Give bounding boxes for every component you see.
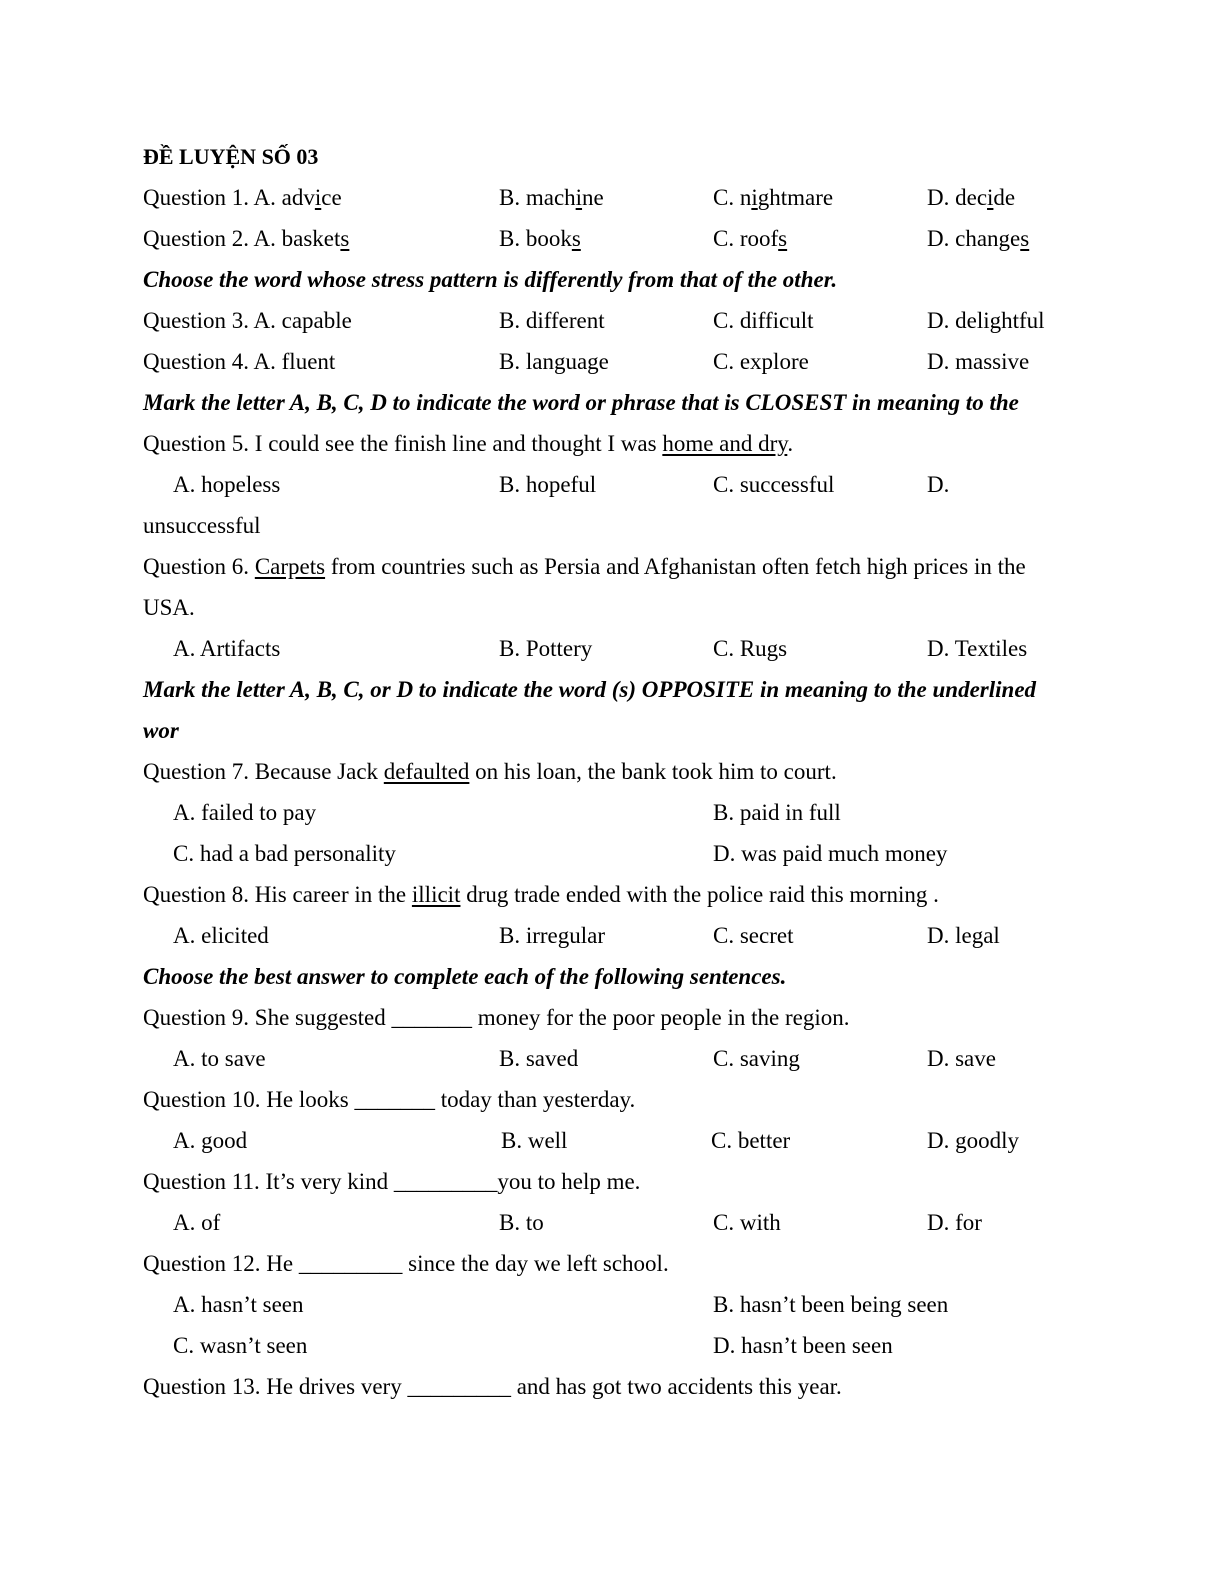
q7-option-d: D. was paid much money — [713, 841, 948, 866]
instruction-closest: Mark the letter A, B, C, D to indicate the word or phrase that is CLOSEST in meaning to the — [143, 390, 1019, 415]
q12-option-a: A. hasn’t seen — [173, 1292, 304, 1317]
q5-option-a: A. hopeless — [173, 472, 281, 497]
question-9: Question 9. She suggested _______ money for the poor people in the region. — [143, 1005, 850, 1030]
q2-option-b: B. books — [499, 226, 581, 251]
question-2: Question 2. A. baskets — [143, 226, 350, 251]
question-10: Question 10. He looks _______ today than yesterday. — [143, 1087, 636, 1112]
question-3: Question 3. A. capable — [143, 308, 352, 333]
question-4: Question 4. A. fluent — [143, 349, 336, 374]
q6-option-d: D. Textiles — [927, 636, 1028, 661]
q8-option-a: A. elicited — [173, 923, 269, 948]
q10-option-d: D. goodly — [927, 1128, 1019, 1153]
instruction-stress: Choose the word whose stress pattern is differently from that of the other. — [143, 267, 838, 292]
q9-option-a: A. to save — [173, 1046, 266, 1071]
q9-option-d: D. save — [927, 1046, 996, 1071]
q3-option-c: C. difficult — [713, 308, 814, 333]
q5-option-d: D. — [927, 472, 950, 497]
question-11: Question 11. It’s very kind _________you to help me. — [143, 1169, 641, 1194]
q5-option-d-wrap: unsuccessful — [143, 513, 261, 538]
q4-option-d: D. massive — [927, 349, 1030, 374]
question-6: Question 6. Carpets from countries such as Persia and Afghanistan often fetch high prices in the — [143, 554, 1026, 579]
q9-option-b: B. saved — [499, 1046, 579, 1071]
instruction-opposite-cont: wor — [143, 718, 179, 743]
question-6-cont: USA. — [143, 595, 195, 620]
q12-option-d: D. hasn’t been seen — [713, 1333, 893, 1358]
q8-option-b: B. irregular — [499, 923, 606, 948]
question-1: Question 1. A. advice — [143, 185, 342, 210]
q1-option-b: B. machine — [499, 185, 604, 210]
question-8: Question 8. His career in the illicit drug trade ended with the police raid this morning . — [143, 882, 939, 907]
q8-option-d: D. legal — [927, 923, 1000, 948]
q9-option-c: C. saving — [713, 1046, 800, 1071]
question-5: Question 5. I could see the finish line and thought I was home and dry. — [143, 431, 794, 456]
q3-option-d: D. delightful — [927, 308, 1045, 333]
q6-option-c: C. Rugs — [713, 636, 788, 661]
question-13: Question 13. He drives very _________ and has got two accidents this year. — [143, 1374, 842, 1399]
q2-option-d: D. changes — [927, 226, 1030, 251]
q10-option-b: B. well — [501, 1128, 568, 1153]
q3-option-b: B. different — [499, 308, 605, 333]
q11-option-c: C. with — [713, 1210, 781, 1235]
q12-option-c: C. wasn’t seen — [173, 1333, 308, 1358]
q11-option-b: B. to — [499, 1210, 544, 1235]
instruction-best-answer: Choose the best answer to complete each of the following sentences. — [143, 964, 787, 989]
q7-option-c: C. had a bad personality — [173, 841, 396, 866]
q12-option-b: B. hasn’t been being seen — [713, 1292, 949, 1317]
q1-option-d: D. decide — [927, 185, 1016, 210]
question-12: Question 12. He _________ since the day we left school. — [143, 1251, 669, 1276]
q5-option-c: C. successful — [713, 472, 835, 497]
q5-option-b: B. hopeful — [499, 472, 597, 497]
q8-option-c: C. secret — [713, 923, 794, 948]
page-title: ĐỀ LUYỆN SỐ 03 — [143, 144, 319, 169]
q10-option-a: A. good — [173, 1128, 248, 1153]
instruction-opposite: Mark the letter A, B, C, or D to indicate the word (s) OPPOSITE in meaning to the underlined — [143, 677, 1037, 702]
q6-option-b: B. Pottery — [499, 636, 593, 661]
q6-option-a: A. Artifacts — [173, 636, 281, 661]
q7-option-a: A. failed to pay — [173, 800, 317, 825]
q7-option-b: B. paid in full — [713, 800, 841, 825]
q2-option-c: C. roofs — [713, 226, 788, 251]
q4-option-c: C. explore — [713, 349, 809, 374]
q4-option-b: B. language — [499, 349, 609, 374]
q1-option-c: C. nightmare — [713, 185, 834, 210]
q10-option-c: C. better — [711, 1128, 791, 1153]
q11-option-d: D. for — [927, 1210, 982, 1235]
question-7: Question 7. Because Jack defaulted on his loan, the bank took him to court. — [143, 759, 837, 784]
q11-option-a: A. of — [173, 1210, 221, 1235]
